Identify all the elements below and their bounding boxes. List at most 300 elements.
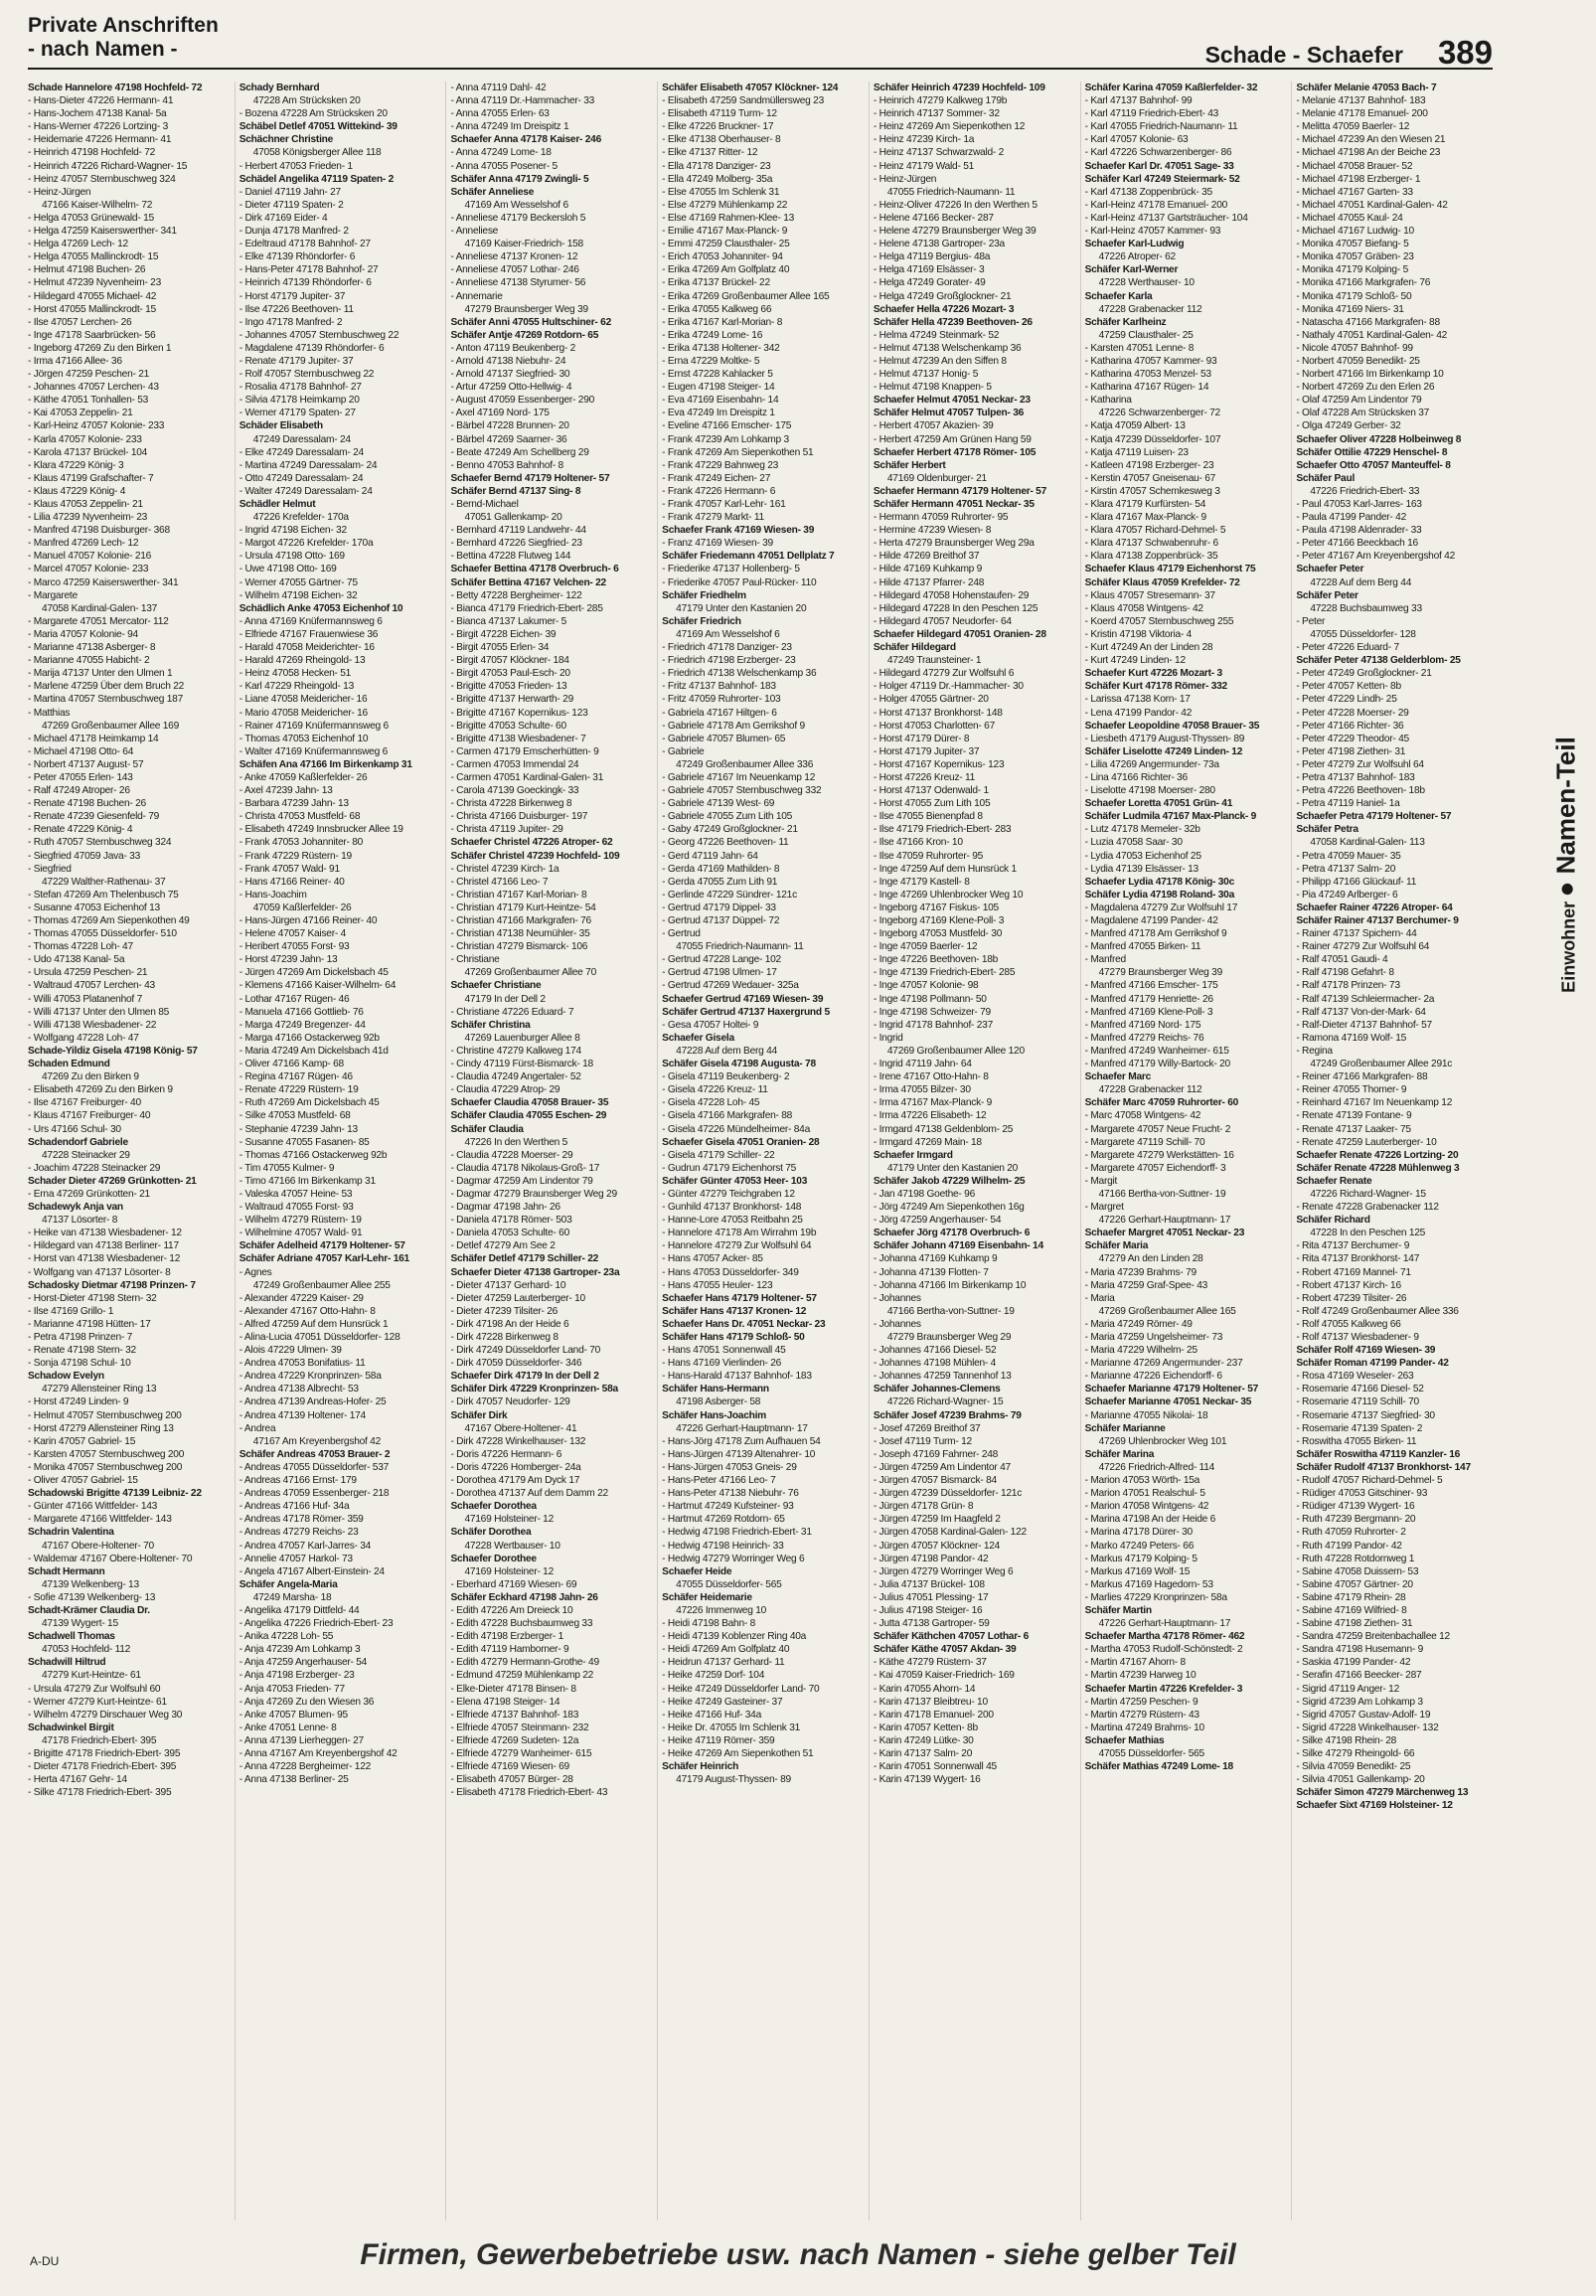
listing-entry: - Michael 47198 Erzberger- 1 (1296, 173, 1421, 185)
listing-entry: - Elisabeth 47178 Friedrich-Ebert- 43 (450, 1787, 608, 1799)
listing-entry: Schäfer Hella 47239 Beethoven- 26 (873, 316, 1033, 328)
listing-entry: - Elfriede 47279 Wanheimer- 615 (450, 1748, 592, 1759)
listing-entry: 47166 Bertha-von-Suttner- 19 (886, 1305, 1015, 1317)
listing-entry: - Anna 47167 Am Kreyenbergshof 42 (239, 1748, 398, 1759)
listing-column (1080, 82, 1286, 2220)
page-header (28, 8, 1493, 70)
listing-entry: - Hedwig 47198 Friedrich-Ebert- 31 (662, 1527, 812, 1539)
listing-entry: 47226 Schwarzenberger- 72 (1098, 408, 1220, 419)
listing-entry: 47169 Kaiser-Friedrich- 158 (464, 239, 583, 250)
listing-entry: - Eberhard 47169 Wiesen- 69 (450, 1578, 577, 1590)
listing-entry: Schäfer Johann 47169 Eisenbahn- 14 (873, 1240, 1043, 1252)
listing-entry: 47167 Obere-Holtener- 41 (464, 1422, 577, 1434)
listing-entry: Schäfer Bernd 47137 Sing- 8 (450, 485, 581, 497)
listing-entry: - Josef 47269 Breithof 37 (873, 1422, 981, 1434)
listing-entry: Schäfer Peter 47138 Gelderblom- 25 (1296, 655, 1461, 667)
listing-entry: - Rosalia 47178 Bahnhof- 27 (239, 382, 362, 394)
listing-entry: 47249 Traunsteiner- 1 (886, 655, 982, 667)
listing-entry: Schäfer Karl-Werner (1084, 264, 1179, 276)
listing-entry: - Marianne 47055 Habicht- 2 (28, 655, 150, 667)
listing-entry: - Renate 47137 Laaker- 75 (1296, 1123, 1411, 1135)
listing-entry: Schaefer Frank 47169 Wiesen- 39 (662, 525, 815, 537)
listing-entry: Schaefer Loretta 47051 Grün- 41 (1084, 798, 1233, 810)
listing-entry: 47269 Großenbaumer Allee 120 (886, 1045, 1025, 1057)
listing-entry: - Gertrud 47179 Dippel- 33 (662, 902, 776, 913)
listing-entry: Schade-Yildiz Gisela 47198 König- 57 (28, 1045, 198, 1057)
listing-entry: - Manfred 47198 Duisburger- 368 (28, 525, 170, 537)
listing-entry: Schäfer Friedrich (662, 615, 741, 627)
listing-entry: - Helmut 47239 Nyvenheim- 23 (28, 277, 161, 289)
listing-entry: - Cindy 47119 Fürst-Bismarck- 18 (450, 1059, 593, 1070)
listing-entry: - Hannelore 47279 Zur Wolfsuhl 64 (662, 1240, 812, 1252)
listing-entry: 47259 Clausthaler- 25 (1098, 329, 1194, 341)
listing-entry: - Brigitte 47053 Frieden- 13 (450, 681, 567, 693)
listing-entry: - Günter 47279 Teichgraben 12 (662, 1188, 795, 1200)
listing-entry: - Elena 47198 Steiger- 14 (450, 1696, 560, 1708)
listing-entry: - Heike 47166 Huf- 34a (662, 1709, 761, 1721)
listing-entry: - Ruth 47199 Pandor- 42 (1296, 1540, 1402, 1552)
listing-entry: - Heinrich 47226 Richard-Wagner- 15 (28, 160, 188, 172)
listing-entry: Schaefer Karl Dr. 47051 Sage- 33 (1084, 160, 1234, 172)
listing-entry: - Horst 47179 Jupiter- 37 (239, 290, 346, 302)
listing-entry: - Hans-Jürgen 47139 Altenahrer- 10 (662, 1448, 816, 1460)
listing-entry: Schaefer Jörg 47178 Overbruch- 6 (873, 1228, 1031, 1239)
listing-entry: - Frank 47057 Karl-Lehr- 161 (662, 499, 786, 510)
listing-entry: 47166 Kaiser-Wilhelm- 72 (42, 199, 153, 211)
listing-entry: Schäfer Heinrich 47239 Hochfeld- 109 (873, 82, 1045, 93)
listing-entry: 47226 In den Werthen 5 (464, 1136, 568, 1148)
listing-entry: - Ingrid 47198 Eichen- 32 (239, 525, 347, 537)
listing-entry: - Heinrich 47198 Hochfeld- 72 (28, 147, 156, 159)
listing-entry: - Katja 47059 Albert- 13 (1084, 420, 1186, 432)
listing-entry: - Monika 47057 Sternbuschweg 200 (28, 1461, 183, 1473)
listing-entry: - Silke 47279 Rheingold- 66 (1296, 1748, 1415, 1759)
listing-entry: - Markus 47169 Wolf- 15 (1084, 1565, 1191, 1577)
listing-entry: 47169 Holsteiner- 12 (464, 1514, 555, 1526)
listing-entry: - Christa 47228 Birkenweg 8 (450, 798, 572, 810)
listing-entry: - Peter 47055 Erlen- 143 (28, 771, 133, 783)
listing-entry: 47179 August-Thyssen- 89 (676, 1774, 791, 1786)
listing-entry: - Holger 47119 Dr.-Hammacher- 30 (873, 681, 1024, 693)
listing-column (445, 82, 651, 2220)
listing-entry: - Horst 47179 Jupiter- 37 (873, 745, 980, 757)
listing-entry: Schäfer Richard (1296, 1215, 1370, 1227)
listing-entry: - Karl-Heinz 47057 Kammer- 93 (1084, 226, 1221, 238)
listing-entry: - Gabriele 47057 Sternbuschweg 332 (662, 785, 822, 797)
listing-entry: - Christiane 47226 Eduard- 7 (450, 1006, 574, 1018)
listing-entry: - Helga 47249 Gorater- 49 (873, 277, 986, 289)
listing-entry: - Sofie 47139 Welkenberg- 13 (28, 1591, 156, 1603)
listing-entry: - Brigitte 47138 Wiesbadener- 7 (450, 733, 586, 744)
listing-entry: 47279 An den Linden 28 (1098, 1253, 1203, 1265)
listing-entry: Schäfer Klaus 47059 Krefelder- 72 (1084, 576, 1240, 588)
listing-entry: - Sandra 47198 Husemann- 9 (1296, 1644, 1424, 1656)
listing-entry: - Karl 47138 Zoppenbrück- 35 (1084, 186, 1212, 198)
listing-entry: - Margret (1084, 1202, 1124, 1214)
listing-entry: Schäfer Herbert (873, 459, 946, 471)
listing-entry: - Alexander 47229 Kaiser- 29 (239, 1292, 364, 1304)
listing-entry: 47178 Friedrich-Ebert- 395 (42, 1734, 157, 1746)
listing-entry: 47228 Buchsbaumweg 33 (1310, 602, 1422, 614)
listing-entry: - Monika 47057 Biefang- 5 (1296, 239, 1409, 250)
listing-entry: 47279 Braunsberger Weg 39 (464, 303, 588, 315)
listing-entry: - Bernhard 47226 Siegfried- 23 (450, 538, 582, 550)
listing-entry: - Hildegard 47055 Michael- 42 (28, 290, 157, 302)
listing-entry: - Marion 47051 Realschul- 5 (1084, 1488, 1205, 1500)
listing-entry: Schaefer Leopoldine 47058 Brauer- 35 (1084, 720, 1260, 732)
listing-entry: Schaefer Marianne 47051 Neckar- 35 (1084, 1396, 1252, 1408)
listing-entry: - Hans-Peter 47138 Niebuhr- 76 (662, 1488, 799, 1500)
listing-entry: Schäfer Claudia 47055 Eschen- 29 (450, 1110, 607, 1122)
listing-entry: 47249 Großenbaumer Allee 336 (676, 758, 814, 770)
listing-entry: Schäfer Simon 47279 Märchenweg 13 (1296, 1787, 1469, 1799)
listing-entry: 47059 Kaßlerfelder- 26 (252, 902, 352, 913)
listing-entry: - Katharina (1084, 395, 1132, 407)
listing-entry: Schaefer Renate (1296, 1175, 1372, 1187)
listing-entry: 47179 In der Dell 2 (464, 993, 546, 1005)
listing-entry: - Helmut 47138 Welschenkamp 36 (873, 342, 1022, 354)
listing-entry: - Ruth 47228 Rotdornweg 1 (1296, 1553, 1415, 1564)
listing-entry: - Dirk 47059 Düsseldorfer- 346 (450, 1358, 582, 1370)
listing-entry: 47169 Am Wesselshof 6 (676, 628, 780, 640)
listing-entry: - Saskia 47199 Pander- 42 (1296, 1657, 1411, 1669)
listing-entry: - Martin 47259 Peschen- 9 (1084, 1696, 1198, 1708)
listing-entry: Schäfer Melanie 47053 Bach- 7 (1296, 82, 1437, 93)
listing-entry: - Marianne 47226 Eichendorff- 6 (1084, 1371, 1222, 1383)
listing-entry: 47166 Bertha-von-Suttner- 19 (1098, 1188, 1226, 1200)
listing-entry: - Ingrid (873, 1032, 903, 1044)
listing-entry: - Susanne 47053 Eichenhof 13 (28, 902, 160, 913)
listing-entry: 47167 Obere-Holtener- 70 (42, 1540, 154, 1552)
header-name-range: Schade - Schaefer (1204, 42, 1403, 68)
listing-entry: Schäfer Heidemarie (662, 1591, 752, 1603)
listing-entry: - Uwe 47198 Otto- 169 (239, 564, 337, 575)
listing-entry: - Friederike 47137 Hollenberg- 5 (662, 564, 800, 575)
listing-entry: Schaefer Gertrud 47169 Wiesen- 39 (662, 993, 824, 1005)
listing-entry: - Gertrud (662, 928, 701, 940)
listing-entry: Schadrin Valentina (28, 1527, 114, 1539)
listing-entry: - Karl-Heinz 47057 Kolonie- 233 (28, 420, 165, 432)
listing-entry: - Irmgard 47138 Geldenblom- 25 (873, 1123, 1014, 1135)
listing-entry: - Robert 47239 Tilsiter- 26 (1296, 1292, 1407, 1304)
listing-entry: Schaefer Margret 47051 Neckar- 23 (1084, 1228, 1245, 1239)
listing-entry: - Rüdiger 47139 Wygert- 16 (1296, 1501, 1415, 1513)
listing-entry: - Stephanie 47239 Jahn- 13 (239, 1123, 358, 1135)
listing-entry: - Alexander 47167 Otto-Hahn- 8 (239, 1305, 376, 1317)
listing-entry: Schaefer Dirk 47179 In der Dell 2 (450, 1371, 599, 1383)
listing-entry: - Alina-Lucia 47051 Düsseldorfer- 128 (239, 1332, 400, 1343)
listing-entry: - Friedrich 47198 Erzberger- 23 (662, 655, 796, 667)
listing-entry: - Johannes (873, 1318, 921, 1330)
side-tab-top-label: Einwohner (1558, 901, 1579, 993)
listing-entry: Schäfer Hermann 47051 Neckar- 35 (873, 499, 1035, 510)
listing-entry: - Karla 47057 Kolonie- 233 (28, 433, 142, 445)
listing-entry: - Rolf 47249 Großenbaumer Allee 336 (1296, 1305, 1459, 1317)
listing-entry: - Reinhard 47167 Im Neuenkamp 12 (1296, 1097, 1453, 1109)
listing-entry: - Petra 47137 Salm- 20 (1296, 863, 1396, 875)
listing-entry: - Karl 47057 Kolonie- 63 (1084, 134, 1189, 146)
listing-entry: - Lilia 47239 Nyvenheim- 23 (28, 512, 148, 524)
listing-entry: - Joseph 47169 Fahrner- 248 (873, 1448, 999, 1460)
listing-entry: - Elke 47226 Bruckner- 17 (662, 121, 774, 133)
listing-entry: 47249 Großenbaumer Allee 255 (252, 1279, 391, 1291)
listing-entry: 47058 Königsberger Allee 118 (252, 147, 382, 159)
listing-entry: - Michael 47239 An den Wiesen 21 (1296, 134, 1446, 146)
listing-entry: - Else 47055 Im Schlenk 31 (662, 186, 780, 198)
listing-entry: - Horst 47055 Mallinckrodt- 15 (28, 303, 156, 315)
listing-entry: 47139 Wygert- 15 (42, 1618, 118, 1630)
listing-entry: - Johannes 47259 Tannenhof 13 (873, 1371, 1012, 1383)
listing-entry: - Margarete (28, 589, 78, 601)
listing-entry: - Karl 47137 Bahnhof- 99 (1084, 95, 1193, 107)
listing-entry: - Marija 47137 Unter den Ulmen 1 (28, 668, 173, 680)
listing-entry: - Anna 47249 Lome- 18 (450, 147, 552, 159)
listing-entry: - Heike 47249 Gasteiner- 37 (662, 1696, 783, 1708)
listing-entry: - Norbert 47137 August- 57 (28, 758, 144, 770)
listing-entry: - Angela 47167 Albert-Einstein- 24 (239, 1565, 385, 1577)
listing-entry: - Anneliese 47179 Beckersloh 5 (450, 212, 586, 224)
listing-entry: - Hanne-Lore 47053 Reitbahn 25 (662, 1215, 803, 1227)
listing-entry: - Rüdiger 47053 Gitschiner- 93 (1296, 1488, 1428, 1500)
listing-entry: Schädlich Anke 47053 Eichenhof 10 (239, 602, 403, 614)
listing-entry: Schäfer Eckhard 47198 Jahn- 26 (450, 1591, 598, 1603)
listing-entry: 47249 Marsha- 18 (252, 1591, 332, 1603)
listing-entry: - Timo 47166 Im Birkenkamp 31 (239, 1175, 376, 1187)
listing-entry: - Anna 47055 Posener- 5 (450, 160, 558, 172)
listing-entry: - Brigitte 47167 Kopernikus- 123 (450, 707, 588, 719)
listing-entry: - Matthias (28, 707, 71, 719)
listing-entry: - Inge 47198 Pollmann- 50 (873, 993, 987, 1005)
listing-entry: Schächner Christine (239, 134, 334, 146)
listing-entry: - Heinz 47057 Sternbuschweg 324 (28, 173, 176, 185)
listing-entry: 47269 Zu den Birken 9 (42, 1071, 139, 1083)
listing-entry: - Gertrud 47269 Wedauer- 325a (662, 980, 799, 992)
listing-entry: - Marianne 47198 Hütten- 17 (28, 1318, 151, 1330)
listing-entry: - Peter (1296, 615, 1326, 627)
listing-entry: - Martina 47249 Daressalam- 24 (239, 459, 378, 471)
listing-entry: - Hildegard 47228 In den Peschen 125 (873, 602, 1038, 614)
listing-entry: - Petra 47137 Bahnhof- 183 (1296, 771, 1415, 783)
listing-entry: - Udo 47138 Kanal- 5a (28, 954, 125, 966)
listing-entry: - Josef 47119 Turm- 12 (873, 1435, 972, 1447)
listing-entry: - Birgit 47053 Paul-Esch- 20 (450, 668, 570, 680)
listing-entry: - Horst 47137 Bronkhorst- 148 (873, 707, 1003, 719)
listing-entry: - Jan 47198 Goethe- 96 (873, 1188, 975, 1200)
listing-entry: - Gisela 47226 Kreuz- 11 (662, 1084, 768, 1096)
listing-entry: - Heinz-Oliver 47226 In den Werthen 5 (873, 199, 1037, 211)
listing-entry: 47228 In den Peschen 125 (1310, 1228, 1426, 1239)
listing-entry: Schäfer Anneliese (450, 186, 535, 198)
listing-entry: - Margarete 47057 Neue Frucht- 2 (1084, 1123, 1231, 1135)
listing-entry: - Wilhelm 47279 Rüstern- 19 (239, 1215, 362, 1227)
listing-entry: - Ralf 47139 Schleiermacher- 2a (1296, 993, 1435, 1005)
listing-entry: - Brigitte 47137 Herwarth- 29 (450, 694, 573, 706)
listing-entry: - Hans 47166 Reiner- 40 (239, 876, 345, 888)
listing-entry: - Gerlinde 47229 Sündrer- 121c (662, 889, 797, 901)
listing-entry: - Heike 47249 Düsseldorfer Land- 70 (662, 1683, 820, 1695)
listing-entry: - Manfred 47169 Klene-Poll- 3 (1084, 1006, 1213, 1018)
listing-entry: - Manfred 47179 Henriette- 26 (1084, 993, 1213, 1005)
listing-entry: Schäfer Renate 47228 Mühlenweg 3 (1296, 1162, 1460, 1174)
listing-entry: - Georg 47226 Beethoven- 11 (662, 837, 789, 849)
listing-entry: - Christian 47167 Karl-Morian- 8 (450, 889, 587, 901)
listing-entry: - Marlene 47259 Über dem Bruch 22 (28, 681, 185, 693)
listing-entry: Schäfer Marc 47059 Ruhrorter- 60 (1084, 1097, 1239, 1109)
listing-entry: - Ernst 47228 Kahlacker 5 (662, 369, 773, 381)
listing-entry: - Manfred 47279 Reichs- 76 (1084, 1032, 1204, 1044)
listing-entry: Schäfer Anni 47055 Hultschiner- 62 (450, 316, 611, 328)
footer-region: A-DU (30, 2254, 60, 2268)
listing-entry: - Elisabeth 47249 Innsbrucker Allee 19 (239, 824, 403, 836)
listing-entry: - Karl 47229 Rheingold- 13 (239, 681, 354, 693)
listing-entry: - Elke 47137 Ritter- 12 (662, 147, 758, 159)
listing-entry: Schaefer Christiane (450, 980, 542, 992)
listing-entry: - Olaf 47228 Am Strücksken 37 (1296, 408, 1430, 419)
listing-entry: - Monika 47057 Gräben- 23 (1296, 251, 1414, 263)
listing-entry: Schäfer Friedhelm (662, 589, 746, 601)
listing-entry: - Peter 47057 Ketten- 8b (1296, 681, 1401, 693)
listing-entry: - Daniela 47178 Römer- 503 (450, 1215, 572, 1227)
listing-entry: - Renate 47239 Giesenfeld- 79 (28, 811, 160, 823)
listing-entry: - Hans-Jochem 47138 Kanal- 5a (28, 108, 167, 120)
listing-entry: - Gabriele 47167 Im Neuenkamp 12 (662, 771, 816, 783)
listing-entry: - Christine 47279 Kalkweg 174 (450, 1045, 581, 1057)
listing-entry: - Inge 47226 Beethoven- 18b (873, 954, 999, 966)
listing-entry: - Sabine 47057 Gärtner- 20 (1296, 1578, 1413, 1590)
listing-entry: - Elfriede 47057 Steinmann- 232 (450, 1722, 589, 1733)
listing-entry: - Fritz 47137 Bahnhof- 183 (662, 681, 776, 693)
listing-entry: - Gabriele 47057 Blumen- 65 (662, 733, 786, 744)
listing-entry: - Silke 47178 Friedrich-Ebert- 395 (28, 1787, 172, 1799)
listing-entry: Schäfer Jakob 47229 Wilhelm- 25 (873, 1175, 1026, 1187)
listing-entry: - Christian 47279 Bismarck- 106 (450, 941, 588, 953)
listing-entry: - Julia 47137 Brückel- 108 (873, 1578, 985, 1590)
listing-entry: Schäfer Detlef 47179 Schiller- 22 (450, 1253, 599, 1265)
listing-entry: Schaefer Hans 47179 Holtener- 57 (662, 1292, 817, 1304)
listing-entry: - Marlies 47229 Kronprinzen- 58a (1084, 1591, 1227, 1603)
listing-entry: - Maria 47259 Graf-Spee- 43 (1084, 1279, 1208, 1291)
listing-entry: Schaefer Karla (1084, 290, 1153, 302)
listing-entry: - Michael 47198 An der Beiche 23 (1296, 147, 1441, 159)
listing-entry: - Horst 47167 Kopernikus- 123 (873, 758, 1005, 770)
listing-entry: - Jürgen 47057 Bismarck- 84 (873, 1475, 997, 1487)
listing-entry: Schadow Evelyn (28, 1371, 104, 1383)
listing-entry: - Hans 47057 Acker- 85 (662, 1253, 763, 1265)
listing-entry: - Manfred 47055 Birken- 11 (1084, 941, 1201, 953)
listing-entry: - Rolf 47137 Wiesbadener- 9 (1296, 1332, 1419, 1343)
listing-entry: - Wilhelm 47279 Dirschauer Weg 30 (28, 1709, 183, 1721)
listing-entry: - Sandra 47259 Breitenbachallee 12 (1296, 1631, 1450, 1643)
listing-entry: - Irma 47055 Bilzer- 30 (873, 1084, 971, 1096)
listing-entry: - Erika 47249 Lome- 16 (662, 329, 763, 341)
listing-entry: 47279 Allensteiner Ring 13 (42, 1384, 157, 1395)
listing-entry: - Edith 47279 Hermann-Grothe- 49 (450, 1657, 599, 1669)
listing-entry: - Elke-Dieter 47178 Binsen- 8 (450, 1683, 576, 1695)
listing-entry: - Katharina 47053 Menzel- 53 (1084, 369, 1211, 381)
listing-entry: - Oliver 47166 Kamp- 68 (239, 1059, 344, 1070)
listing-entry: - Reiner 47055 Thomer- 9 (1296, 1084, 1407, 1096)
listing-entry: 47169 Am Wesselshof 6 (464, 199, 568, 211)
listing-entry: 47055 Düsseldorfer- 128 (1310, 628, 1416, 640)
listing-entry: - Anja 47053 Frieden- 77 (239, 1683, 345, 1695)
listing-entry: - Rita 47137 Berchumer- 9 (1296, 1240, 1410, 1252)
listing-entry: 47226 Gerhart-Hauptmann- 17 (1098, 1215, 1231, 1227)
listing-entry: - Frank 47057 Wald- 91 (239, 863, 340, 875)
listing-entry: - Peter 47167 Am Kreyenbergshof 42 (1296, 551, 1456, 563)
listing-entry: - Anton 47119 Beukenberg- 2 (450, 342, 576, 354)
listing-entry: - Eveline 47166 Emscher- 175 (662, 420, 792, 432)
listing-entry: - Gerda 47169 Mathilden- 8 (662, 863, 780, 875)
listing-entry: Schäfer Claudia (450, 1123, 524, 1135)
listing-entry: - Renate 47139 Fontane- 9 (1296, 1110, 1412, 1122)
listing-entry: - Brigitte 47178 Friedrich-Ebert- 395 (28, 1748, 181, 1759)
listing-entry: - Norbert 47059 Benedikt- 25 (1296, 355, 1420, 367)
listing-entry: - Anna 47249 Im Dreispitz 1 (450, 121, 569, 133)
listing-entry: 47226 Immenweg 10 (676, 1604, 767, 1616)
listing-entry: - Monika 47179 Kolping- 5 (1296, 264, 1408, 276)
listing-entry: - Helene 47057 Kaiser- 4 (239, 928, 346, 940)
listing-entry: 47051 Gallenkamp- 20 (464, 512, 562, 524)
listing-entry: - Hedwig 47198 Heinrich- 33 (662, 1540, 784, 1552)
listing-entry: - Silvia 47178 Heimkamp 20 (239, 395, 360, 407)
listing-entry: - Katharina 47057 Kammer- 93 (1084, 355, 1217, 367)
listing-entry: - Martin 47167 Ahorn- 8 (1084, 1657, 1186, 1669)
listing-entry: - Günter 47166 Wittfelder- 143 (28, 1501, 158, 1513)
listing-entry: - Wolfgang 47228 Loh- 47 (28, 1032, 139, 1044)
listing-entry: - Hans-Jürgen 47166 Reiner- 40 (239, 915, 378, 926)
listing-entry: - Marion 47053 Wörth- 15a (1084, 1475, 1200, 1487)
listing-entry: - Magdalene 47199 Pander- 42 (1084, 915, 1218, 926)
listing-entry: 47279 Braunsberger Weg 29 (886, 1332, 1012, 1343)
listing-entry: - Katja 47239 Düsseldorfer- 107 (1084, 433, 1221, 445)
listing-entry: - Rainer 47169 Knüfermannsweg 6 (239, 720, 389, 732)
listing-entry: - Sonja 47198 Schul- 10 (28, 1358, 131, 1370)
listing-entry: Schäfer Adriane 47057 Karl-Lehr- 161 (239, 1253, 409, 1265)
listing-entry: - Manfred 47269 Lech- 12 (28, 538, 139, 550)
listing-entry: - Ilse 47226 Beethoven- 11 (239, 303, 354, 315)
listing-entry: - Peter 47249 Großglockner- 21 (1296, 668, 1432, 680)
listing-entry: - Philipp 47166 Glückauf- 11 (1296, 876, 1417, 888)
listing-entry: - Rosemarie 47137 Siegfried- 30 (1296, 1409, 1435, 1421)
listing-entry: 47179 Unter den Kastanien 20 (886, 1162, 1019, 1174)
listing-entry: - Helga 47269 Lech- 12 (28, 239, 128, 250)
listing-entry: - Helene 47166 Becker- 287 (873, 212, 994, 224)
listing-entry: - Sabine 47169 Wilfried- 8 (1296, 1604, 1407, 1616)
listing-entry: - Dirk 47169 Eider- 4 (239, 212, 328, 224)
listing-entry: - Klara 47057 Richard-Dehmel- 5 (1084, 525, 1226, 537)
listing-entry: Schader Dieter 47269 Grünkotten- 21 (28, 1175, 197, 1187)
listing-entry: - Hans 47055 Heuler- 123 (662, 1279, 773, 1291)
listing-entry: - Hildegard 47057 Neudorfer- 64 (873, 615, 1012, 627)
listing-entry: - Andrea 47139 Andreas-Hofer- 25 (239, 1396, 387, 1408)
listing-entry: - Heike 47259 Dorf- 104 (662, 1670, 765, 1682)
listing-entry: 47167 Am Kreyenbergshof 42 (252, 1435, 382, 1447)
listing-entry: - Friederike 47057 Paul-Rücker- 110 (662, 576, 817, 588)
listing-entry: - Johanna 47139 Flotten- 7 (873, 1266, 989, 1278)
listing-entry: - Sabine 47179 Rhein- 28 (1296, 1591, 1406, 1603)
listing-entry: - Magdalena 47279 Zur Wolfsuhl 17 (1084, 902, 1238, 913)
listing-entry: Schäfer Rainer 47137 Berchumer- 9 (1296, 915, 1459, 926)
listing-entry: - Brigitte 47053 Schulte- 60 (450, 720, 566, 732)
listing-entry: - Michael 47051 Kardinal-Galen- 42 (1296, 199, 1448, 211)
listing-entry: - Helma 47249 Steinmark- 52 (873, 329, 1000, 341)
listing-entry: - Heinz-Jürgen (873, 173, 937, 185)
listing-entry: Schäfer Ludmila 47167 Max-Planck- 9 (1084, 811, 1257, 823)
listing-entry: 47228 Auf dem Berg 44 (1310, 576, 1412, 588)
listing-entry: - Herta 47279 Braunsberger Weg 29a (873, 538, 1035, 550)
listing-entry: - Martha 47053 Rudolf-Schönstedt- 2 (1084, 1644, 1243, 1656)
listing-entry: - Erika 47137 Brückel- 22 (662, 277, 770, 289)
